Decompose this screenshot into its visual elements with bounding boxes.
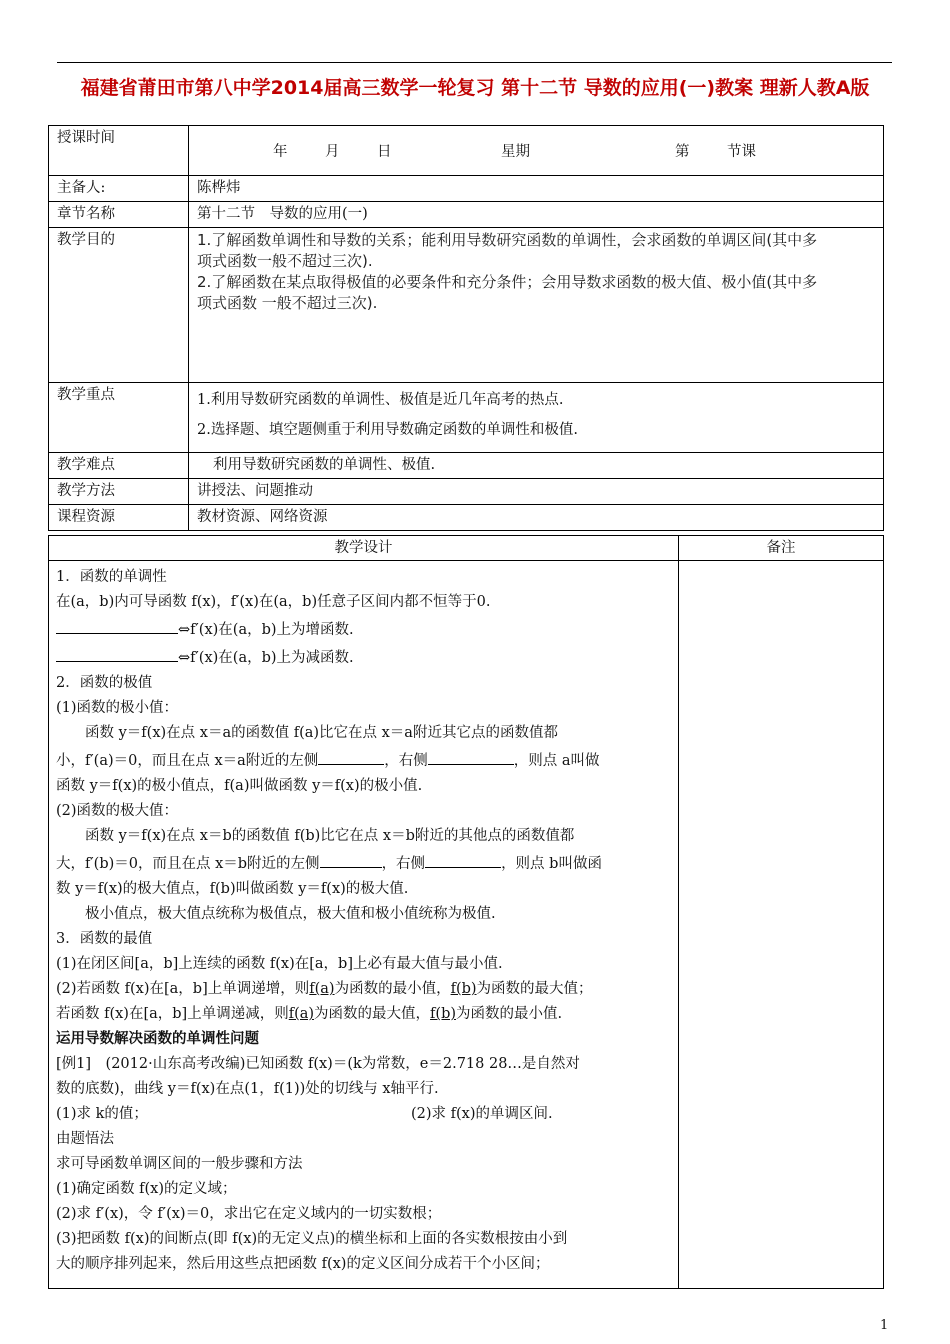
section-1-line: 在(a，b)内可导函数 f(x)，f′(x)在(a，b)任意子区间内都不恒等于0. [56,594,491,610]
difficulty-label: 教学难点 [49,453,189,479]
blank [425,849,501,868]
notes-header: 备注 [679,536,884,561]
key-label: 教学重点 [49,383,189,453]
blank [318,746,384,765]
section-2-max-c: 数 y＝f(x)的极大值点，f(b)叫做函数 y＝f(x)的极大值. [56,881,409,897]
steps-title: 求可导函数单调区间的一般步骤和方法 [56,1156,303,1172]
insight-heading: 由题悟法 [56,1131,114,1147]
step-2: (2)求 f′(x)，令 f′(x)＝0，求出它在定义域内的一切实数根； [56,1206,442,1222]
lesson-info-table [48,125,884,531]
key-2: 2.选择题、填空题侧重于利用导数确定函数的单调性和极值. [197,422,578,438]
key-1: 1.利用导数研究函数的单调性、极值是近几年高考的热点. [197,392,564,408]
page-number: 1 [880,1318,889,1333]
section-3-line-1: (1)在闭区间[a，b]上连续的函数 f(x)在[a，b]上必有最大值与最小值. [56,956,503,972]
time-label: 授课时间 [49,126,189,176]
blank [56,643,178,662]
time-period-a: 第 [675,144,690,160]
goal-1b: 项式函数一般不超过三次). [197,252,373,270]
example-1-questions: (1)求 k的值； (2)求 f(x)的单调区间. [56,1106,553,1122]
example-1-b: 数的底数)，曲线 y＝f(x)在点(1，f(1))处的切线与 x轴平行. [56,1081,439,1097]
goal-2a: 2.了解函数在某点取得极值的必要条件和充分条件；会用导数求函数的极大值、极小值(其中多 [197,273,818,291]
time-value [189,126,884,176]
preparer-label: 主备人: [49,176,189,202]
section-3-line-2: (2)若函数 f(x)在[a，b]上单调递增，则f(a)为函数的最小值，f(b)为函数的最大值； [56,981,593,997]
resource-value: 教材资源、网络资源 [189,505,884,531]
section-2-min-a: 函数 y＝f(x)在点 x＝a的函数值 f(a)比它在点 x＝a附近其它点的函数值都 [85,725,558,741]
teaching-design-table [48,535,884,1289]
method-label: 教学方法 [49,479,189,505]
section-2-min-c: 函数 y＝f(x)的极小值点，f(a)叫做函数 y＝f(x)的极小值. [56,778,423,794]
time-period-b: 节课 [727,144,756,160]
blank [320,849,382,868]
section-2-min-title: (1)函数的极小值： [56,700,179,716]
section-3-title: 3．函数的最值 [56,931,153,947]
goal-1a: 1.了解函数单调性和导数的关系；能利用导数研究函数的单调性，会求函数的单调区间(其中多 [197,231,818,249]
section-1-title: 1．函数的单调性 [56,569,167,585]
blank [428,746,514,765]
step-3-a: (3)把函数 f(x)的间断点(即 f(x)的无定义点)的横坐标和上面的各实数根按由小到 [56,1231,568,1247]
time-week: 星期 [501,144,530,160]
section-2-note: 极小值点，极大值点统称为极值点，极大值和极小值统称为极值. [85,906,496,922]
resource-label: 课程资源 [49,505,189,531]
section-heading: 运用导数解决函数的单调性问题 [56,1031,259,1047]
key-value [189,383,884,453]
design-header: 教学设计 [49,536,679,561]
method-value: 讲授法、问题推动 [189,479,884,505]
section-2-max-a: 函数 y＝f(x)在点 x＝b的函数值 f(b)比它在点 x＝b附近的其他点的函数值都 [85,828,575,844]
design-content [49,561,679,1289]
section-2-title: 2．函数的极值 [56,675,153,691]
preparer-value: 陈桦炜 [189,176,884,202]
example-1-a: [例1] (2012·山东高考改编)已知函数 f(x)＝(k为常数，e＝2.718 28…是自然对 [56,1056,580,1072]
section-1-decreasing: ⇔f′(x)在(a，b)上为减函数. [56,643,671,671]
difficulty-value: 利用导数研究函数的单调性、极值. [189,453,884,479]
chapter-value: 第十二节 导数的应用(一) [189,202,884,228]
goal-value [189,228,884,383]
page-title: 福建省莆田市第八中学2014届高三数学一轮复习 第十二节 导数的应用(一)教案 理新人教A版 [80,77,870,99]
notes-column [679,561,884,1289]
section-2-max-title: (2)函数的极大值： [56,803,179,819]
chapter-label: 章节名称 [49,202,189,228]
section-1-increasing: ⇔f′(x)在(a，b)上为增函数. [56,615,671,643]
time-month: 月 [325,144,340,160]
goal-label: 教学目的 [49,228,189,383]
time-day: 日 [377,144,392,160]
time-year: 年 [273,144,288,160]
step-3-b: 大的顺序排列起来，然后用这些点把函数 f(x)的定义区间分成若干个小区间； [56,1256,550,1272]
header-rule [57,62,892,63]
goal-2b: 项式函数 一般不超过三次). [197,294,378,312]
blank [56,615,178,634]
section-2-min-b: 小，f′(a)＝0，而且在点 x＝a附近的左侧 ，右侧 ，则点 a叫做 [56,746,671,774]
step-1: (1)确定函数 f(x)的定义域； [56,1181,237,1197]
section-3-line-3: 若函数 f(x)在[a，b]上单调递减，则f(a)为函数的最大值，f(b)为函数的最小值. [56,1006,563,1022]
section-2-max-b: 大，f′(b)＝0，而且在点 x＝b附近的左侧 ，右侧 ，则点 b叫做函 [56,849,671,877]
